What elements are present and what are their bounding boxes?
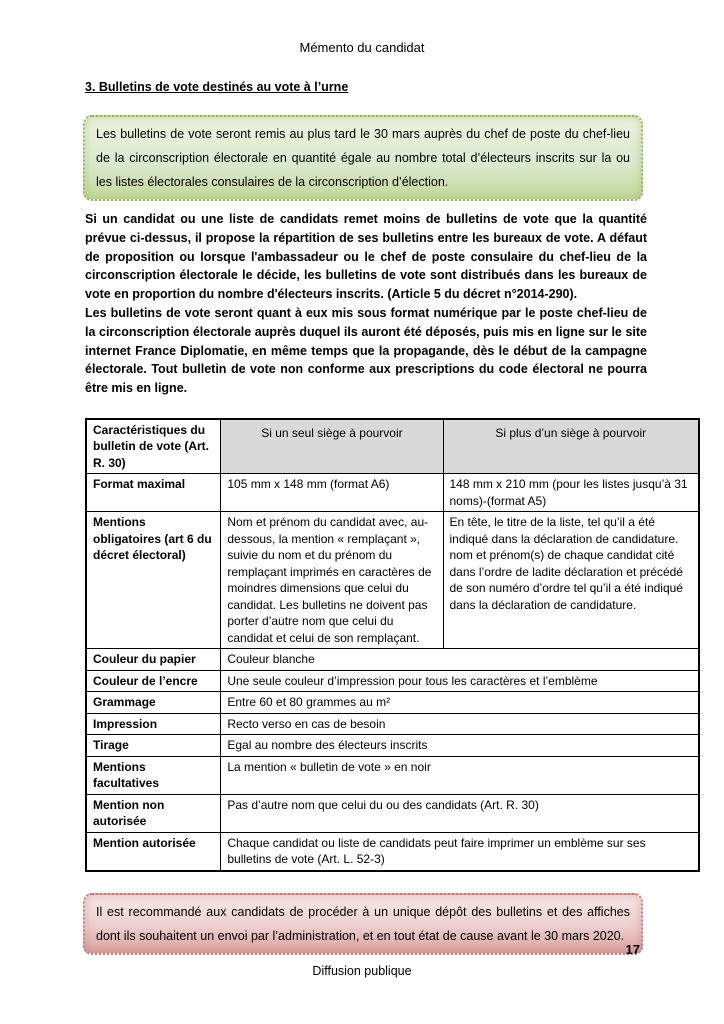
row-label: Mention autorisée (86, 832, 221, 871)
table-row (86, 692, 699, 714)
ballot-characteristics-table (85, 418, 700, 872)
row-label: Couleur de l’encre (86, 670, 221, 692)
table-row (86, 735, 699, 757)
table-row (86, 832, 699, 871)
row-label: Tirage (86, 735, 221, 757)
table-row (86, 794, 699, 832)
footer-diffusion-label: Diffusion publique (312, 964, 412, 978)
table-corner-header: Caractéristiques du bulletin de vote (Art. R. 30) (86, 419, 221, 474)
row-value: Chaque candidat ou liste de candidats peut faire imprimer un emblème sur ses bulletins de vote (Art. L. 52-3) (221, 832, 699, 871)
page-number: 17 (625, 942, 640, 957)
row-label: Mentions facultatives (86, 756, 221, 794)
pink-recommendation-callout (83, 893, 643, 955)
row-value-single: 105 mm x 148 mm (format A6) (221, 474, 443, 512)
paragraph-digital-publication: Les bulletins de vote seront quant à eux mis sous format numérique par le poste chef-lieu de la circonscription électorale auprès duquel ils auront été déposés, puis mis en ligne sur le site internet France Diplomatie, en même temps que la propagande, dès le début de la campagne électorale. Tout bulletin de vote non conforme aux prescriptions du code électoral ne pourra être mis en ligne. (85, 305, 647, 396)
row-value-multiple: En tête, le titre de la liste, tel qu’il a été indiqué dans la déclaration de candidature. nom et prénom(s) de chaque candidat cité dans l’ordre de ladite déclaration et précédé de son numéro d’ordre tel qu’il a été indiqué dans la déclaration de candidature. (443, 512, 699, 649)
paragraph-distribution-rules: Si un candidat ou une liste de candidats remet moins de bulletins de vote que la quantité prévue ci-dessus, il propose la répartition de ses bulletins entre les bureaux de vote. A défaut de proposition ou lorsque l'ambassadeur ou le chef de poste consulaire du chef-lieu de la circonscription électorale le décide, les bulletins de vote sont distribués dans les bureaux de vote en proportion du nombre d'électeurs inscrits. (Article 5 du décret n°2014-290). (85, 212, 647, 302)
row-value-multiple: 148 mm x 210 mm (pour les listes jusqu’à 31 noms)-(format A5) (443, 474, 699, 512)
row-value: La mention « bulletin de vote » en noir (221, 756, 699, 794)
row-value: Une seule couleur d’impression pour tous les caractères et l’emblème (221, 670, 699, 692)
row-label: Impression (86, 713, 221, 735)
row-label: Mentions obligatoires (art 6 du décret électoral) (86, 512, 221, 649)
row-value: Entre 60 et 80 grammes au m² (221, 692, 699, 714)
row-value: Egal au nombre des électeurs inscrits (221, 735, 699, 757)
table-row (86, 670, 699, 692)
table-row (86, 474, 699, 512)
green-callout-text: Les bulletins de vote seront remis au plus tard le 30 mars auprès du chef de poste du chef-lieu de la circonscription électorale en quantité égale au nombre total d’électeurs inscrits sur la ou les listes électorales consulaires de la circonscription d’élection. (96, 127, 630, 189)
row-label: Format maximal (86, 474, 221, 512)
document-header-title: Mémento du candidat (299, 40, 425, 55)
table-row (86, 756, 699, 794)
table-row (86, 512, 699, 649)
section-title: 3. Bulletins de vote destinés au vote à l’urne (85, 80, 349, 94)
row-value-single: Nom et prénom du candidat avec, au-dessous, la mention « remplaçant », suivie du nom et du prénom du remplaçant imprimés en caractères de moindres dimensions que celui du candidat. Les bulletins ne doivent pas porter d’autre nom que celui du candidat et celui de son remplaçant. (221, 512, 443, 649)
table-row (86, 713, 699, 735)
green-info-callout (83, 115, 643, 201)
row-label: Mention non autorisée (86, 794, 221, 832)
table-header-multiple-seats: Si plus d’un siège à pourvoir (443, 419, 699, 474)
row-value: Pas d’autre nom que celui du ou des candidats (Art. R. 30) (221, 794, 699, 832)
row-value: Couleur blanche (221, 649, 699, 671)
body-paragraphs (85, 210, 647, 398)
table-header-row (86, 419, 699, 474)
table-header-single-seat: Si un seul siège à pourvoir (221, 419, 443, 474)
table-row (86, 649, 699, 671)
row-label: Grammage (86, 692, 221, 714)
pink-callout-text: Il est recommandé aux candidats de procéder à un unique dépôt des bulletins et des affiches dont ils souhaitent un envoi par l’administration, et en tout état de cause avant le 30 mars 2020. (96, 904, 630, 943)
row-value: Recto verso en cas de besoin (221, 713, 699, 735)
row-label: Couleur du papier (86, 649, 221, 671)
